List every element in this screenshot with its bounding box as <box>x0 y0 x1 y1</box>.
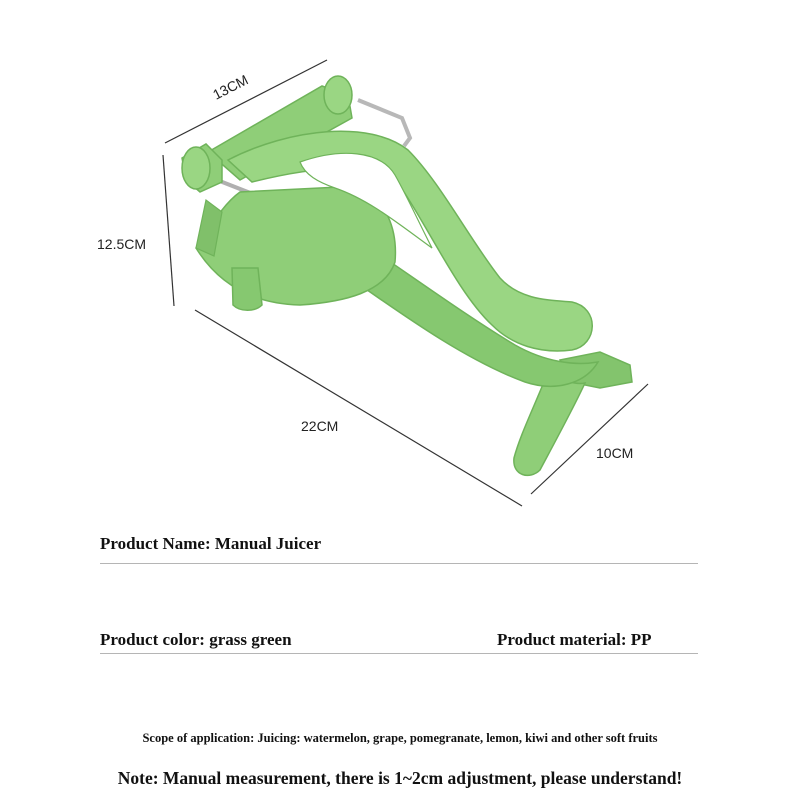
dimension-label-top-length: 13CM <box>210 71 251 103</box>
product-name: Product Name: Manual Juicer <box>100 534 322 553</box>
scope-of-application: Scope of application: Juicing: watermelon, grape, pomegranate, lemon, kiwi and other soft fruits <box>142 731 658 745</box>
dimension-label-bottom-length: 22CM <box>301 418 339 434</box>
dimension-label-height: 12.5CM <box>97 236 147 252</box>
divider-1 <box>100 563 698 564</box>
divider-2 <box>100 653 698 654</box>
dimension-label-depth: 10CM <box>596 445 634 461</box>
manual-juicer <box>182 76 632 475</box>
product-material: Product material: PP <box>497 630 652 649</box>
product-color: Product color: grass green <box>100 630 292 649</box>
measurement-note: Note: Manual measurement, there is 1~2cm adjustment, please understand! <box>117 768 683 788</box>
